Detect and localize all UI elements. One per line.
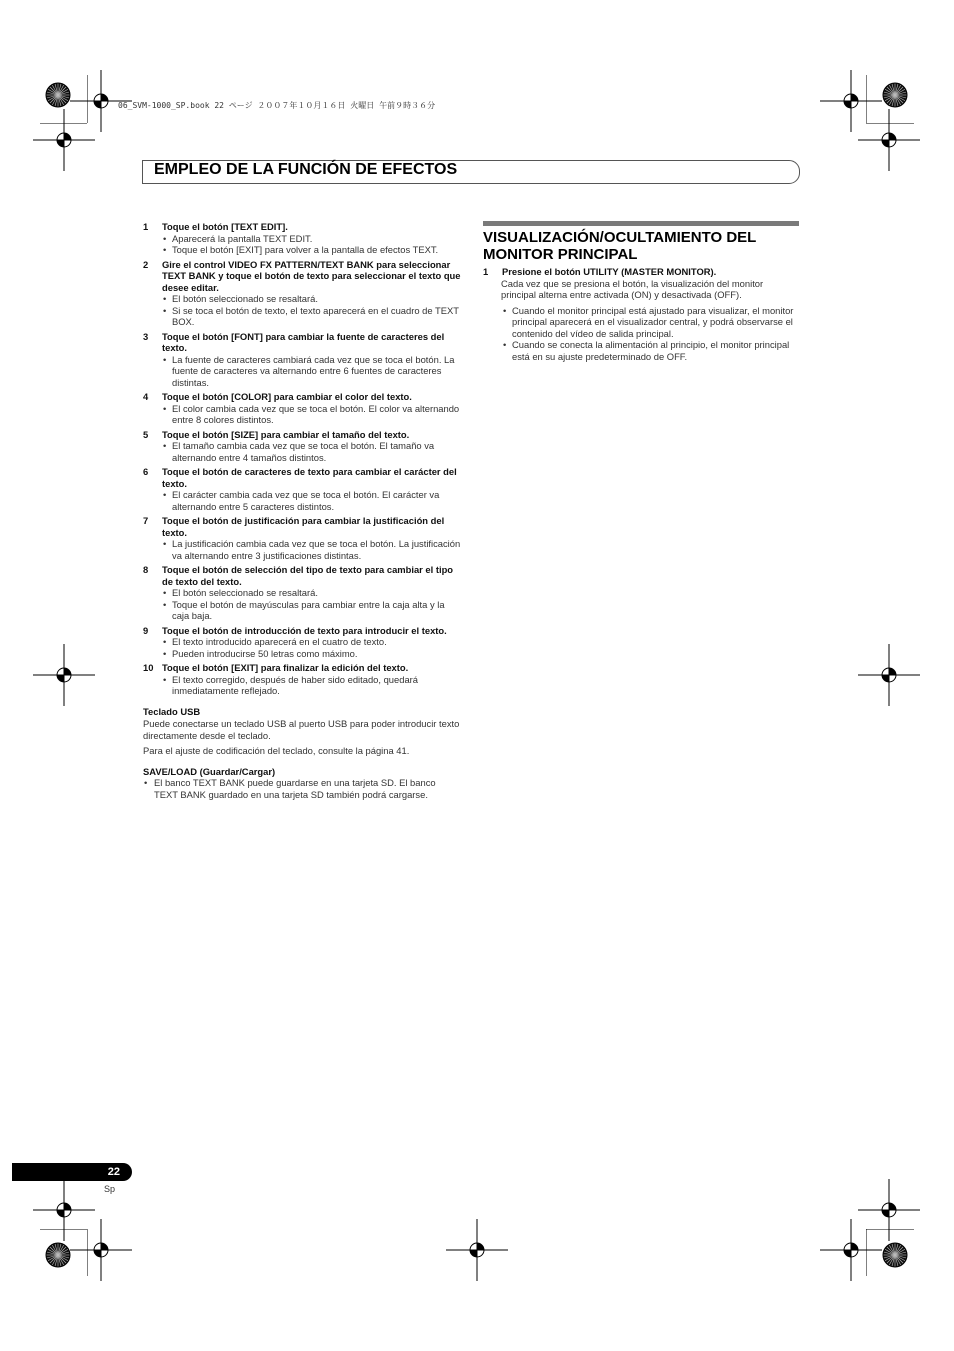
step-1	[143, 221, 461, 233]
step-8	[143, 564, 461, 587]
list-item: • La fuente de caracteres cambiará cada vez que se toca el botón. La fuente de caracteres va alternando entre 6 fuentes de caracteres distintas.	[143, 354, 461, 389]
step-7	[143, 515, 461, 538]
step-number: 2	[143, 258, 149, 270]
crosshair-mark	[858, 109, 920, 171]
usb-keyboard-text: Puede conectarse un teclado USB al puerto USB para poder introducir texto directamente desde el teclado.	[143, 718, 460, 741]
target-mark	[882, 82, 908, 108]
list-item: • El banco TEXT BANK puede guardarse en una tarjeta SD. El banco TEXT BANK guardado en una tarjeta SD también podrá cargarse.	[143, 777, 461, 800]
step-5	[143, 429, 461, 441]
step-6	[143, 466, 461, 489]
step-number: 10	[143, 662, 154, 673]
step-number: 4	[143, 391, 149, 402]
list-item: • Cuando se conecta la alimentación al principio, el monitor principal está en su ajuste predeterminado de OFF.	[483, 339, 799, 362]
list-item: • Aparecerá la pantalla TEXT EDIT.	[143, 233, 461, 245]
step-title: Toque el botón [COLOR] para cambiar el color del texto.	[162, 391, 412, 402]
print-info: 06_SVM-1000_SP.book 22 ページ ２００７年１０月１６日 火曜日 午前９時３６分	[118, 101, 436, 110]
target-mark	[45, 82, 71, 108]
crosshair-mark	[33, 644, 95, 706]
right-column	[483, 221, 799, 362]
crosshair-mark	[70, 1219, 132, 1281]
step-number: 5	[143, 428, 149, 440]
list-item: • El botón seleccionado se resaltará.	[143, 293, 461, 305]
step-title: Toque el botón de selección del tipo de texto para cambiar el tipo de texto del texto.	[162, 564, 454, 587]
list-item: • Cuando el monitor principal está ajustado para visualizar, el monitor principal aparecerá en el visualizador central, y podrá observarse el contenido del vídeo de salida principal.	[483, 305, 799, 340]
usb-keyboard-heading: Teclado USB	[143, 705, 201, 717]
step-4	[143, 391, 461, 403]
step-number: 7	[143, 515, 149, 526]
step-title: Toque el botón [SIZE] para cambiar el tamaño del texto.	[162, 428, 410, 440]
section-title: VISUALIZACIÓN/OCULTAMIENTO DEL MONITOR PRINCIPAL	[483, 229, 757, 263]
section-rule	[483, 221, 799, 226]
step-2	[143, 259, 461, 294]
list-item: • El color cambia cada vez que se toca el botón. El color va alternando entre 8 colores distintos.	[143, 403, 461, 426]
list-item: • Pueden introducirse 50 letras como máximo.	[143, 648, 461, 660]
list-item: • El carácter cambia cada vez que se toca el botón. El carácter va alternando entre 5 caracteres distintos.	[143, 489, 461, 512]
target-mark	[882, 1242, 908, 1268]
step-title: Toque el botón [TEXT EDIT].	[162, 221, 288, 232]
step-number: 1	[483, 266, 489, 277]
crosshair-mark	[820, 1219, 882, 1281]
step-3	[143, 331, 461, 354]
target-mark	[45, 1242, 71, 1268]
step-title: Toque el botón de justificación para cambiar la justificación del texto.	[162, 515, 445, 538]
left-column	[143, 218, 461, 800]
list-item: • Toque el botón [EXIT] para volver a la pantalla de efectos TEXT.	[143, 244, 461, 256]
page-title: EMPLEO DE LA FUNCIÓN DE EFECTOS	[154, 161, 458, 178]
list-item: • El botón seleccionado se resaltará.	[143, 587, 461, 599]
step-number: 6	[143, 466, 149, 477]
list-item: • El texto introducido aparecerá en el cuatro de texto.	[143, 636, 461, 648]
step-number: 1	[143, 221, 149, 232]
step-title: Presione el botón UTILITY (MASTER MONITOR).	[502, 266, 717, 277]
crosshair-mark	[446, 1219, 508, 1281]
list-item: • Si se toca el botón de texto, el texto aparecerá en el cuadro de TEXT BOX.	[143, 305, 461, 328]
usb-keyboard-note: Para el ajuste de codificación del teclado, consulte la página 41.	[143, 745, 410, 756]
step-number: 3	[143, 330, 149, 342]
step-1	[483, 266, 799, 278]
list-item: • La justificación cambia cada vez que se toca el botón. La justificación va alternando entre 3 justificaciones distintas.	[143, 538, 461, 561]
step-title: Gire el control VIDEO FX PATTERN/TEXT BANK para seleccionar TEXT BANK y toque el botón de texto para seleccionar el texto que desee editar.	[162, 258, 461, 293]
step-description: Cada vez que se presiona el botón, la visualización del monitor principal alterna entre activada (ON) y desactivada (OFF).	[501, 277, 764, 300]
list-item: • Toque el botón de mayúsculas para cambiar entre la caja alta y la caja baja.	[143, 599, 461, 622]
page-number: 22	[107, 1166, 120, 1178]
save-load-heading: SAVE/LOAD (Guardar/Cargar)	[143, 765, 276, 777]
crosshair-mark	[858, 644, 920, 706]
step-title: Toque el botón de introducción de texto para introducir el texto.	[162, 624, 447, 636]
step-number: 8	[143, 564, 149, 575]
page-language: Sp	[104, 1184, 116, 1194]
step-title: Toque el botón [FONT] para cambiar la fuente de caracteres del texto.	[162, 330, 445, 353]
step-number: 9	[143, 624, 149, 636]
step-9	[143, 625, 461, 637]
list-item: • El texto corregido, después de haber sido editado, quedará inmediatamente reflejado.	[143, 674, 461, 697]
step-title: Toque el botón de caracteres de texto para cambiar el carácter del texto.	[162, 466, 457, 489]
list-item: • El tamaño cambia cada vez que se toca el botón. El tamaño va alternando entre 4 tamaños distintos.	[143, 440, 461, 463]
crosshair-mark	[33, 109, 95, 171]
step-title: Toque el botón [EXIT] para finalizar la edición del texto.	[162, 662, 409, 673]
step-10	[143, 662, 461, 674]
